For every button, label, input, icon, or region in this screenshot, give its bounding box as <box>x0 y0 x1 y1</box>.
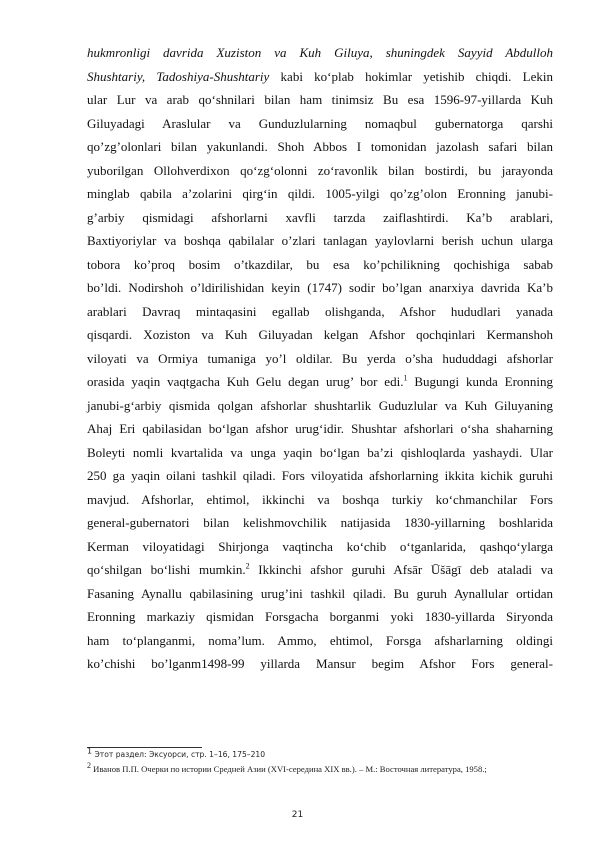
text-line <box>87 535 553 559</box>
line-text: ko’chishi bo’lganm1498-99 yillarda Mansur begim Afshor Fors general- <box>87 656 553 671</box>
text-line <box>87 229 553 253</box>
text-line <box>87 347 553 371</box>
line-text: arablari Davraq mintaqasini egallab olishganda, Afshor hududlari yanada <box>87 303 553 319</box>
footnote-separator <box>87 747 202 748</box>
line-text: Boleyti nomli kvartalida va unga yaqin bo‘lgan ba’zi qishloqlarda yashaydi. Ular <box>87 444 553 460</box>
line-text: qo‘shilgan bo‘lishi mumkin. <box>87 562 246 577</box>
italic-text: hukmronligi davrida Xuziston va Kuh Giluya, shuningdek Sayyid Abdulloh <box>87 45 553 60</box>
line-text: 250 ga yaqin oilani tashkil qiladi. Fors viloyatida afshorlarning ikkita kichik guruhi <box>87 468 553 483</box>
line-text: Ahaj Eri qabilasidan bo‘lgan afshor urug‘idir. Shushtar afshorlari o‘sha shaharning <box>87 421 553 436</box>
line-text-after: Bugungi kunda Eronning <box>407 374 554 389</box>
footnote-2-text: Иванов П.П. Очерки по истории Средней Азии (XVI-середина XIX вв.). – М.: Восточная литература, 1958.; <box>91 764 487 774</box>
line-text: g’arbiy qismidagi afshorlarni xavfli tarzda zaiflashtirdi. Ka’b arablari, <box>87 209 553 225</box>
text-line <box>87 652 553 676</box>
footnote-2 <box>87 761 487 774</box>
footnote-ref: 1 <box>403 373 408 383</box>
line-text: kabi ko‘plab hokimlar yetishib chiqdi. Lekin <box>269 68 553 84</box>
line-text: qisqardi. Xoziston va Kuh Giluyadan kelgan Afshor qochqinlari Kermanshoh <box>87 327 553 342</box>
text-line <box>87 206 553 230</box>
text-line <box>87 65 553 89</box>
text-line <box>87 88 553 112</box>
text-line <box>87 417 553 441</box>
text-line <box>87 300 553 324</box>
text-line <box>87 511 553 535</box>
text-line <box>87 135 553 159</box>
page-number: 21 <box>291 810 304 820</box>
footnote-2-number: 2 <box>87 761 91 771</box>
text-line <box>87 488 553 512</box>
line-text-after: Ikkinchi afshor guruhi Afsār Ūšāgī deb ataladi va <box>249 562 553 577</box>
text-line <box>87 323 553 347</box>
text-line <box>87 159 553 183</box>
text-line <box>87 182 553 206</box>
footnote-1-text: Этот раздел: Эксуорси, стр. 1–16, 175–210 <box>92 750 266 759</box>
line-text: Eronning markaziy qismidan Forsgacha borganmi yoki 1830-yillarda Siryonda <box>87 609 553 624</box>
italic-text: Shushtariy, Tadoshiya-Shushtariy <box>87 68 270 84</box>
line-text: bo’ldi. Nodirshoh o’ldirilishidan keyin (1747) sodir bo’lgan anarxiya davrida Ka’b <box>87 280 553 295</box>
footnote-1 <box>87 746 266 759</box>
text-line <box>87 558 553 582</box>
text-line <box>87 394 553 418</box>
line-text: general-gubernatori bilan kelishmovchilik natijasida 1830-yillarning boshlarida <box>87 515 553 530</box>
line-text: Fasaning Aynallu qabilasining urug’ini tashkil qiladi. Bu guruh Aynallular ortidan <box>87 585 553 601</box>
line-text: tobora ko’proq bosim o’tkazdilar, bu esa ko’pchilikning qochishiga sabab <box>87 256 553 272</box>
text-line <box>87 41 553 65</box>
line-text: ular Lur va arab qo‘shnilari bilan ham tinimsiz Bu esa 1596-97-yillarda Kuh <box>87 92 553 107</box>
line-text: janubi-g‘arbiy qismida qolgan afshorlar shushtarlik Guduzlular va Kuh Giluyaning <box>87 397 553 413</box>
body-text <box>87 41 553 676</box>
text-line <box>87 112 553 136</box>
line-text: yuborilgan Ollohverdixon qo‘zg‘olonni zo‘ravonlik bilan bostirdi, bu jarayonda <box>87 162 553 178</box>
line-text: mavjud. Afshorlar, ehtimol, ikkinchi va boshqa turkiy ko‘chmanchilar Fors <box>87 491 553 507</box>
text-line <box>87 464 553 488</box>
text-line <box>87 441 553 465</box>
text-line <box>87 253 553 277</box>
text-line <box>87 582 553 606</box>
text-line <box>87 605 553 629</box>
footnote-ref: 2 <box>245 561 250 571</box>
line-text: Giluyadagi Araslular va Gunduzlularning nomaqbul gubernatorga qarshi <box>87 115 553 131</box>
line-text: Kerman viloyatidagi Shirjonga vaqtincha ko‘chib o‘tganlarida, qashqo‘ylarga <box>87 538 553 554</box>
line-text: viloyati va Ormiya tumaniga yo’l oldilar. Bu yerda o’sha hududdagi afshorlar <box>87 350 553 366</box>
line-text: Baxtiyoriylar va boshqa qabilalar o’zlari tanlagan yaylovlarni berish uchun ularga <box>87 233 553 248</box>
text-line <box>87 370 553 394</box>
line-text: orasida yaqin vaqtgacha Kuh Gelu degan urug’ bor edi. <box>87 374 404 389</box>
line-text: qo’zg’olonlari bilan yakunlandi. Shoh Abbos I tomonidan jazolash safari bilan <box>87 139 553 154</box>
line-text: minglab qabila a’zolarini qirg‘in qildi. 1005-yilgi qo’zg’olon Eronning janubi- <box>87 186 553 201</box>
text-line <box>87 629 553 653</box>
line-text: ham to‘planganmi, noma’lum. Ammo, ehtimol, Forsga afsharlarning oldingi <box>87 632 553 648</box>
text-line <box>87 276 553 300</box>
footnote-1-number: 1 <box>87 746 93 756</box>
